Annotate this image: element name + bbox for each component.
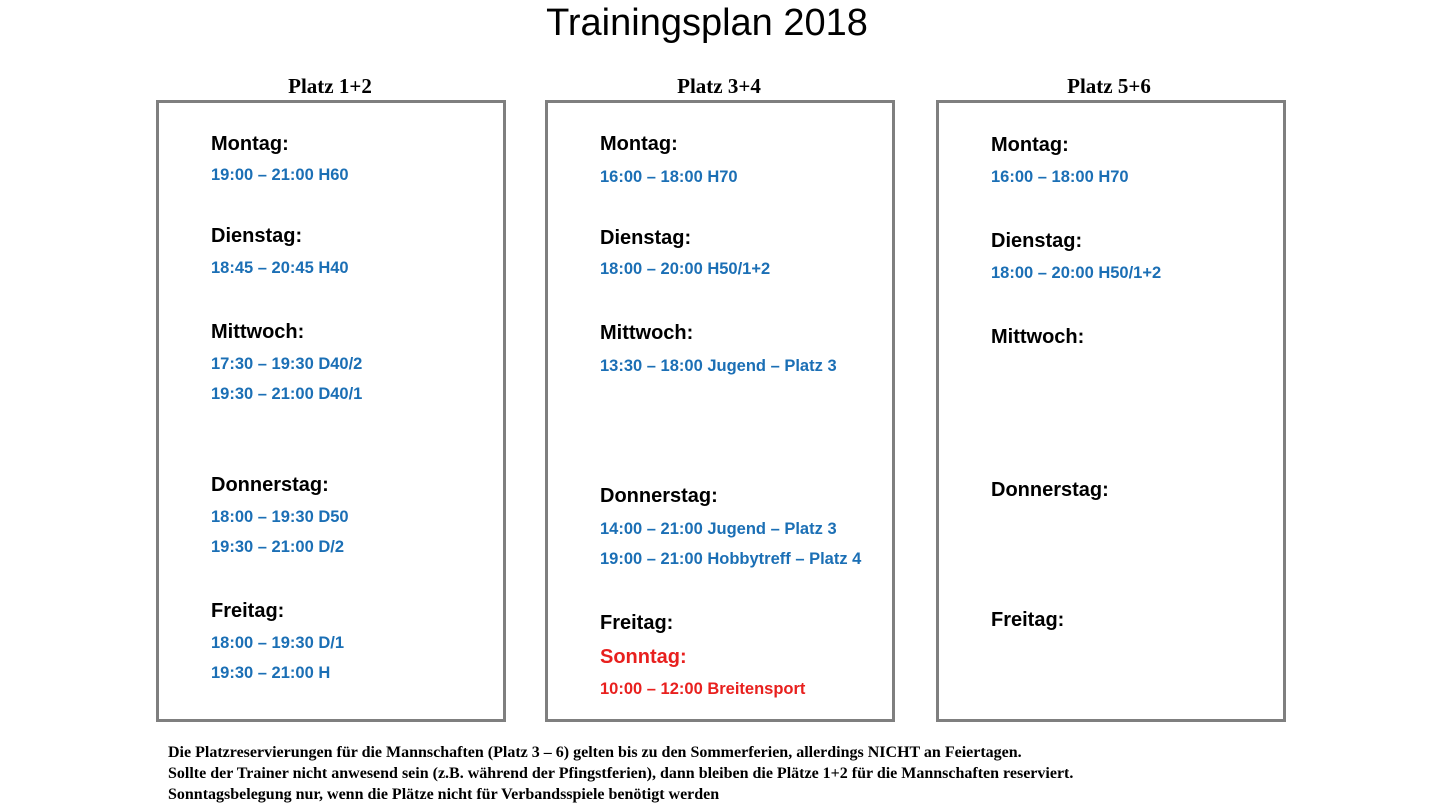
footnote-line: Sollte der Trainer nicht anwesend sein (z.B. während der Pfingstferien), dann bleiben die Plätze 1+2 für die Mannschaften reserviert.	[168, 765, 1074, 782]
day-label-freitag: Freitag:	[211, 600, 285, 622]
day-label-donnerstag: Donnerstag:	[600, 485, 718, 507]
platz-1-2-schedule-box	[156, 100, 506, 722]
day-label-montag: Montag:	[211, 133, 289, 155]
platz-3-4-schedule-box	[545, 100, 895, 722]
time-slot: 14:00 – 21:00 Jugend – Platz 3	[600, 520, 837, 538]
page-title: Trainingsplan 2018	[546, 2, 868, 44]
time-slot: 19:30 – 21:00 H	[211, 664, 331, 682]
day-label-donnerstag: Donnerstag:	[991, 479, 1109, 501]
day-label-freitag: Freitag:	[600, 612, 674, 634]
footnotes	[168, 742, 1073, 805]
time-slot: 17:30 – 19:30 D40/2	[211, 355, 363, 373]
platz-5-6-schedule-box	[936, 100, 1286, 722]
platz-1-2-heading: Platz 1+2	[288, 74, 372, 98]
day-label-freitag: Freitag:	[991, 609, 1065, 631]
day-label-montag: Montag:	[991, 134, 1069, 156]
time-slot: 19:30 – 21:00 D/2	[211, 538, 345, 556]
time-slot: 19:30 – 21:00 D40/1	[211, 385, 363, 403]
time-slot: 18:00 – 19:30 D/1	[211, 634, 345, 652]
time-slot: 18:45 – 20:45 H40	[211, 259, 349, 277]
time-slot: 18:00 – 19:30 D50	[211, 508, 349, 526]
time-slot: 18:00 – 20:00 H50/1+2	[991, 264, 1162, 282]
time-slot: 18:00 – 20:00 H50/1+2	[600, 260, 771, 278]
time-slot: 13:30 – 18:00 Jugend – Platz 3	[600, 357, 837, 375]
day-label-dienstag: Dienstag:	[600, 227, 692, 249]
time-slot: 19:00 – 21:00 Hobbytreff – Platz 4	[600, 550, 862, 568]
footnote-line: Die Platzreservierungen für die Mannschaften (Platz 3 – 6) gelten bis zu den Sommerferien, allerdings NICHT an Feiertagen.	[168, 744, 1022, 761]
platz-5-6-heading: Platz 5+6	[1067, 74, 1151, 98]
time-slot-sonntag: 10:00 – 12:00 Breitensport	[600, 680, 806, 698]
day-label-sonntag: Sonntag:	[600, 646, 687, 668]
time-slot: 16:00 – 18:00 H70	[600, 168, 738, 186]
platz-3-4-heading: Platz 3+4	[677, 74, 761, 98]
day-label-dienstag: Dienstag:	[211, 225, 303, 247]
day-label-mittwoch: Mittwoch:	[991, 326, 1085, 348]
footnote-line: Sonntagsbelegung nur, wenn die Plätze nicht für Verbandsspiele benötigt werden	[168, 786, 720, 803]
day-label-dienstag: Dienstag:	[991, 230, 1083, 252]
day-label-donnerstag: Donnerstag:	[211, 474, 329, 496]
day-label-montag: Montag:	[600, 133, 678, 155]
day-label-mittwoch: Mittwoch:	[600, 322, 694, 344]
time-slot: 16:00 – 18:00 H70	[991, 168, 1129, 186]
day-label-mittwoch: Mittwoch:	[211, 321, 305, 343]
time-slot: 19:00 – 21:00 H60	[211, 166, 349, 184]
